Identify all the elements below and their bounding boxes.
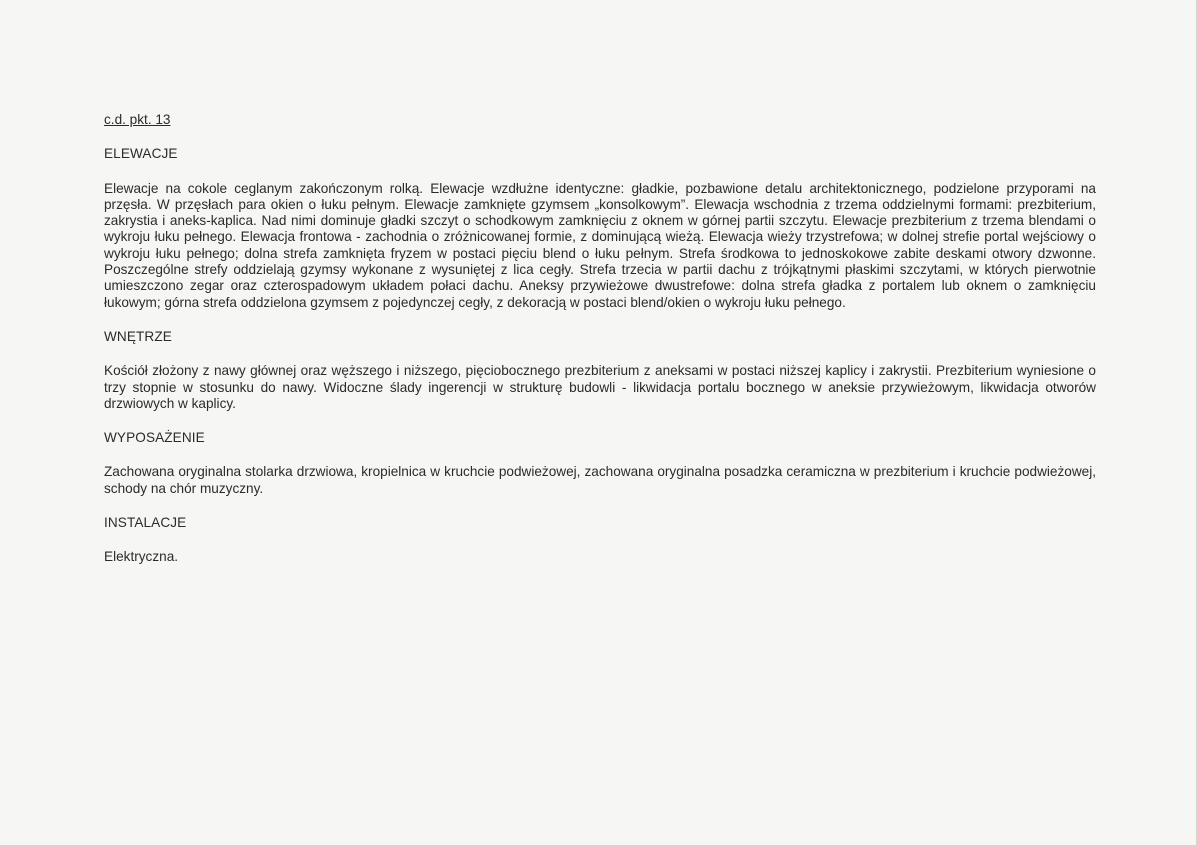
- paragraph-wnetrze: Kościół złożony z nawy głównej oraz węższego i niższego, pięciobocznego prezbiterium z aneksami w postaci niższej kaplicy i zakrystii. Prezbiterium wyniesione o trzy stopnie w stosunku do nawy. Widoczne ślady ingerencji w strukturę budowli - likwidacja portalu bocznego w aneksie przywieżowym, likwidacja otworów drzwiowych w kaplicy.: [104, 363, 1096, 411]
- heading-wnetrze: WNĘTRZE: [104, 328, 172, 344]
- paragraph-instalacje: Elektryczna.: [104, 549, 179, 565]
- section-reference: c.d. pkt. 13: [104, 112, 171, 127]
- paragraph-elewacje: Elewacje na cokole ceglanym zakończonym rolką. Elewacje wzdłużne identyczne: gładkie, pozbawione detalu architektonicznego, podzielone przyporami na przęsła. W przęsłach para okien o łuku pełnym. Elewacje zamknięte gzymsem „konsolkowym”. Elewacja wschodnia z trzema oddzielnymi formami: prezbiterium, zakrystia i aneks-kaplica. Nad nimi dominuje gładki szczyt o schodkowym zamknięciu z oknem w górnej partii szczytu. Elewacje prezbiterium z trzema blendami o wykroju łuku pełnego. Elewacja frontowa - zachodnia o zróżnicowanej formie, z dominującą wieżą. Elewacja wieży trzystrefowa; w dolnej strefie portal wejściowy o wykroju łuku pełnego; dolna strefa zamknięta fryzem w postaci pięciu blend o łuku pełnym. Strefa środkowa to jednoskokowe zabite deskami otwory dzwonne. Poszczególne strefy oddzielają gzymsy wykonane z wysuniętej z lica cegły. Strefa trzecia w partii dachu z trójkątnymi płaskimi szczytami, w których pierwotnie umieszczono zegar oraz czterospadowym układem połaci dachu. Aneksy przywieżowe dwustrefowe: dolna strefa gładka z portalem lub oknem o zamknięciu łukowym; górna strefa oddzielona gzymsem z pojedynczej cegły, z dekoracją w postaci blend/okien o wykroju łuku pełnego.: [104, 180, 1096, 310]
- paragraph-wyposazenie: Zachowana oryginalna stolarka drzwiowa, kropielnica w kruchcie podwieżowej, zachowana oryginalna posadzka ceramiczna w prezbiterium i kruchcie podwieżowej, schody na chór muzyczny.: [104, 464, 1096, 496]
- document-body: [104, 112, 1096, 584]
- heading-wyposazenie: WYPOSAŻENIE: [104, 430, 205, 446]
- heading-instalacje: INSTALACJE: [104, 515, 187, 531]
- heading-elewacje: ELEWACJE: [104, 146, 178, 162]
